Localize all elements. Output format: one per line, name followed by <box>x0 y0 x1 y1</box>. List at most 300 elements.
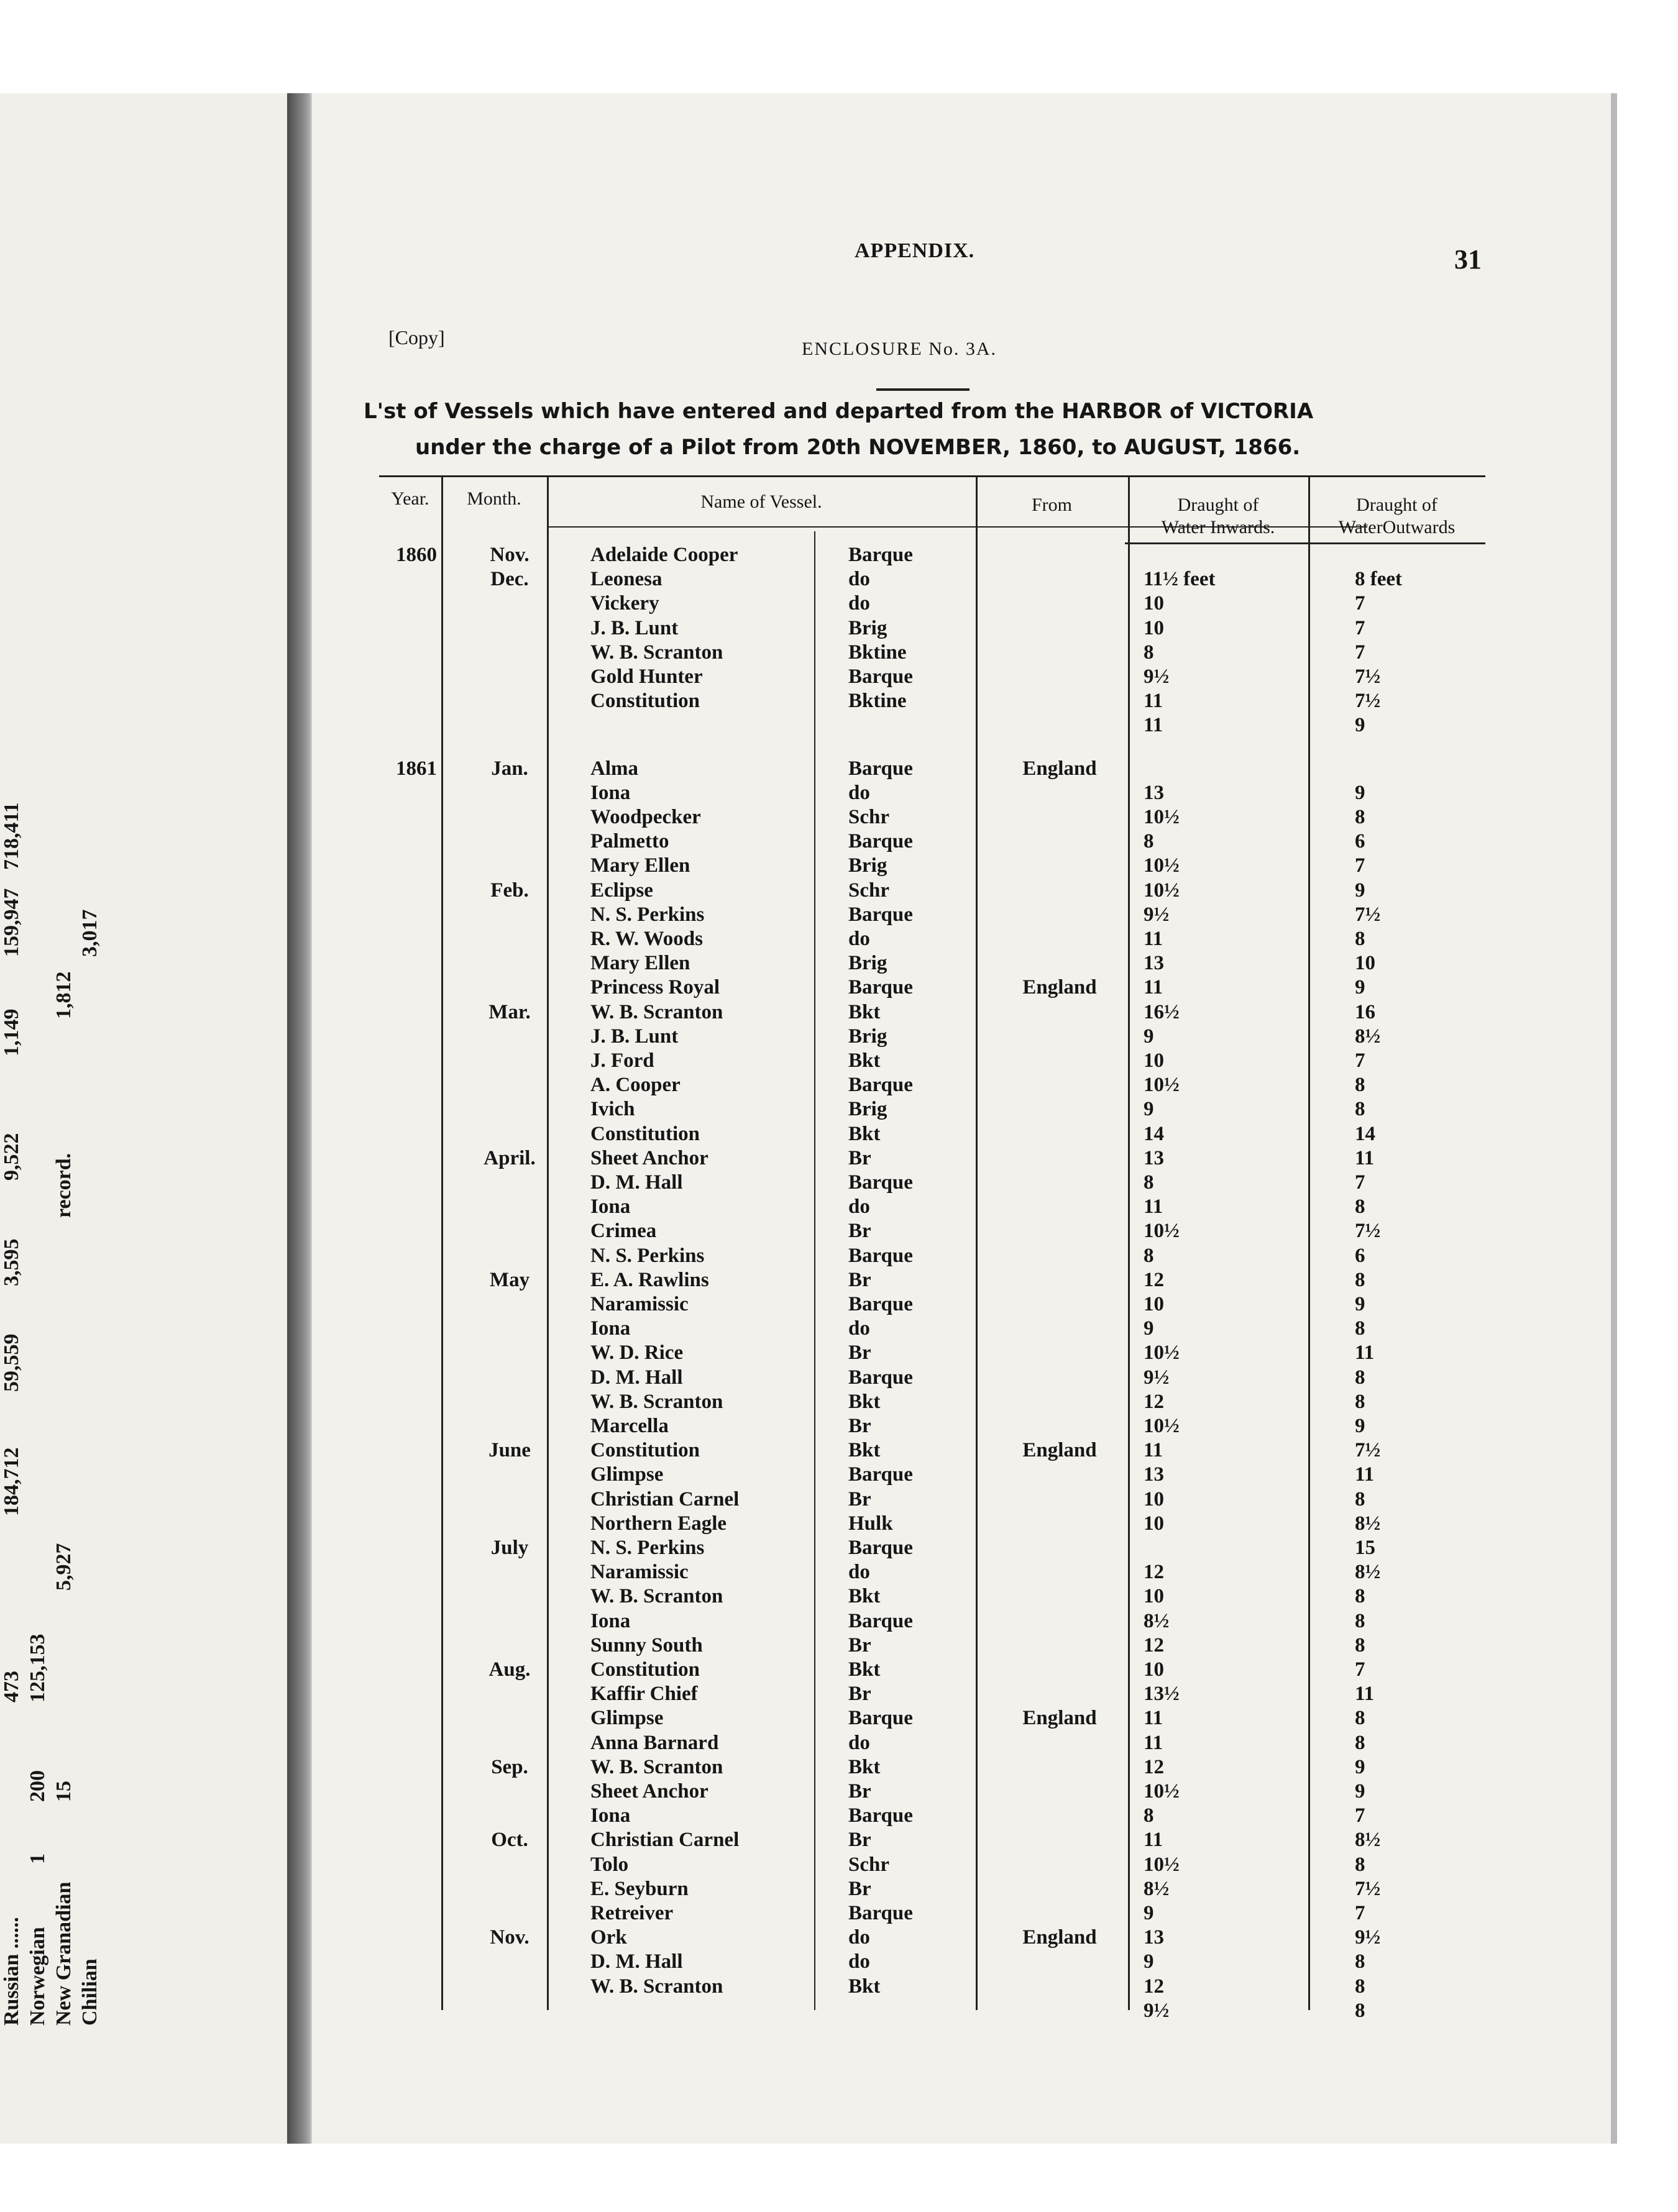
table-row <box>379 1732 1485 1755</box>
cell-name: J. B. Lunt <box>590 616 679 639</box>
facing-value: 125,153 <box>26 1634 49 1702</box>
cell-rig: Bkt <box>848 1049 881 1072</box>
cell-name: J. B. Lunt <box>590 1025 679 1048</box>
table-row <box>379 879 1485 903</box>
cell-rig: do <box>848 1950 870 1973</box>
table-row <box>379 1341 1485 1365</box>
cell-rig: Schr <box>848 1853 889 1876</box>
table-row <box>379 1025 1485 1049</box>
cell-from: England <box>1022 976 1097 999</box>
table-row <box>379 1610 1485 1634</box>
cell-name: Iona <box>590 1317 631 1340</box>
facing-label: New Granadian <box>52 1881 75 2026</box>
table-row <box>379 1585 1485 1609</box>
facing-value: 184,712 <box>0 1447 23 1516</box>
cell-name: Leonesa <box>590 568 662 591</box>
vessels-table <box>379 475 1485 2022</box>
cell-name: W. B. Scranton <box>590 641 723 664</box>
cell-year: 1861 <box>396 757 437 780</box>
table-row <box>379 1391 1485 1414</box>
cell-name: Glimpse <box>590 1463 664 1486</box>
cell-in: 11 <box>1144 1731 1163 1754</box>
cell-out: 7½ <box>1355 690 1381 713</box>
cell-name: Mary Ellen <box>590 854 690 877</box>
cell-in: 10½ <box>1144 1415 1180 1437</box>
cell-month: Oct. <box>491 1829 528 1852</box>
cell-name: Naramissic <box>590 1561 689 1584</box>
cell-year: 1860 <box>396 544 437 566</box>
cell-out: 8½ <box>1355 1829 1381 1852</box>
cell-in: 10 <box>1144 1512 1164 1535</box>
table-row <box>379 1804 1485 1828</box>
facing-value: 1,812 <box>52 971 75 1019</box>
cell-name: Constitution <box>590 1122 700 1145</box>
cell-in: 10 <box>1144 1293 1164 1315</box>
table-row <box>379 1975 1485 1999</box>
cell-out: 8 feet <box>1355 568 1403 591</box>
cell-rig: Br <box>848 1220 871 1243</box>
cell-in: 10 <box>1144 1658 1164 1681</box>
facing-label: Russian ...... <box>0 1917 23 2026</box>
facing-value: 1,149 <box>0 1008 23 1056</box>
cell-in: 11 <box>1144 690 1163 713</box>
cell-out: 9 <box>1355 1780 1365 1803</box>
facing-page <box>0 93 287 2144</box>
cell-rig: Br <box>848 1683 871 1706</box>
cell-out: 8 <box>1355 1390 1365 1413</box>
table-row <box>379 1123 1485 1146</box>
cell-name: Adelaide Cooper <box>590 544 738 566</box>
cell-rig: Bktine <box>848 690 907 713</box>
header-name: Name of Vessel. <box>700 491 822 512</box>
cell-rig: Br <box>848 1146 871 1169</box>
cell-rig: Barque <box>848 1804 913 1827</box>
table-row <box>379 568 1485 592</box>
cell-in: 10 <box>1144 616 1164 639</box>
cell-rig: Barque <box>848 1609 913 1632</box>
table-row <box>379 1074 1485 1097</box>
cell-name: Anna Barnard <box>590 1731 719 1754</box>
cell-in: 9 <box>1144 1025 1154 1048</box>
table-row <box>379 782 1485 805</box>
table-row <box>379 1098 1485 1122</box>
table-row <box>379 1902 1485 1926</box>
cell-out: 9 <box>1355 781 1365 804</box>
cell-in: 12 <box>1144 1561 1164 1584</box>
cell-rig: do <box>848 1317 870 1340</box>
table-row <box>379 1878 1485 1901</box>
cell-in: 8½ <box>1144 1877 1170 1900</box>
cell-month: Jan. <box>491 757 528 780</box>
title-rule <box>876 388 970 391</box>
table-row <box>379 1756 1485 1780</box>
cell-rig: Barque <box>848 1463 913 1486</box>
cell-in: 10½ <box>1144 1853 1180 1876</box>
cell-month: Nov. <box>490 1926 530 1949</box>
cell-in: 13½ <box>1144 1683 1180 1706</box>
cell-rig: do <box>848 592 870 615</box>
cell-month: Dec. <box>490 568 529 591</box>
cell-out: 14 <box>1355 1122 1375 1145</box>
title-line-2: under the charge of a Pilot from 20th NOVEMBER, 1860, to AUGUST, 1866. <box>415 435 1301 460</box>
cell-month: Nov. <box>490 544 530 566</box>
table-row <box>379 757 1485 781</box>
cell-in: 9½ <box>1144 903 1170 926</box>
facing-value: 159,947 <box>0 888 23 957</box>
cell-out: 7½ <box>1355 665 1381 688</box>
cell-name: Eclipse <box>590 879 653 902</box>
table-row <box>379 1658 1485 1682</box>
cell-name: W. D. Rice <box>590 1341 684 1364</box>
table-row <box>379 1366 1485 1390</box>
cell-name: Northern Eagle <box>590 1512 727 1535</box>
cell-out: 15 <box>1355 1537 1375 1559</box>
cell-name: N. S. Perkins <box>590 1537 705 1559</box>
copy-mark: [Copy] <box>388 326 445 349</box>
page-number: 31 <box>1454 244 1482 275</box>
header-draught-in-2: Water Inwards. <box>1161 517 1275 537</box>
table-row <box>379 544 1485 567</box>
cell-month: Sep. <box>491 1755 528 1778</box>
cell-out: 8 <box>1355 928 1365 950</box>
cell-rig: Br <box>848 1268 871 1291</box>
cell-name: E. Seyburn <box>590 1877 689 1900</box>
table-row <box>379 1269 1485 1292</box>
cell-in: 12 <box>1144 1755 1164 1778</box>
cell-rig: Br <box>848 1341 871 1364</box>
cell-month: Mar. <box>488 1000 531 1023</box>
cell-rig: Barque <box>848 1537 913 1559</box>
cell-rig: Barque <box>848 1707 913 1730</box>
cell-from: England <box>1022 1439 1097 1462</box>
cell-out: 8 <box>1355 1950 1365 1973</box>
cell-out: 9 <box>1355 1415 1365 1437</box>
cell-in: 11½ feet <box>1144 568 1216 591</box>
cell-out: 9 <box>1355 714 1365 737</box>
table-row <box>379 1512 1485 1536</box>
cell-out: 8 <box>1355 1366 1365 1389</box>
cell-rig: do <box>848 928 870 950</box>
cell-name: A. Cooper <box>590 1074 681 1097</box>
table-row <box>379 617 1485 641</box>
cell-out: 9 <box>1355 1293 1365 1315</box>
cell-in: 11 <box>1144 1829 1163 1852</box>
table-row <box>379 592 1485 616</box>
cell-rig: do <box>848 1195 870 1218</box>
cell-in: 10½ <box>1144 879 1180 902</box>
cell-rig: Bkt <box>848 1000 881 1023</box>
cell-out: 11 <box>1355 1683 1375 1706</box>
cell-in: 9 <box>1144 1317 1154 1340</box>
table-row <box>379 854 1485 878</box>
cell-name: Palmetto <box>590 830 669 853</box>
cell-rig: Bkt <box>848 1439 881 1462</box>
table-row <box>379 665 1485 689</box>
facing-value: 200 <box>26 1770 49 1802</box>
cell-in: 13 <box>1144 1146 1164 1169</box>
cell-out: 7 <box>1355 616 1365 639</box>
table-row <box>379 1707 1485 1730</box>
table-row <box>379 1171 1485 1195</box>
cell-from: England <box>1022 1926 1097 1949</box>
cell-name: Ivich <box>590 1098 635 1121</box>
cell-in: 12 <box>1144 1268 1164 1291</box>
cell-out: 7 <box>1355 1049 1365 1072</box>
facing-label: Chilian <box>78 1958 101 2026</box>
table-row <box>379 1245 1485 1268</box>
cell-in: 10½ <box>1144 806 1180 828</box>
cell-name: Iona <box>590 1804 631 1827</box>
cell-rig: Bkt <box>848 1390 881 1413</box>
cell-name: Constitution <box>590 690 700 713</box>
cell-in: 13 <box>1144 1463 1164 1486</box>
table-row <box>379 1780 1485 1804</box>
cell-name: Princess Royal <box>590 976 720 999</box>
cell-name: Gold Hunter <box>590 665 703 688</box>
table-row <box>379 1293 1485 1317</box>
cell-in: 11 <box>1144 1439 1163 1462</box>
cell-in: 9 <box>1144 1098 1154 1121</box>
cell-out: 8 <box>1355 1074 1365 1097</box>
cell-rig: Barque <box>848 757 913 780</box>
cell-out: 8 <box>1355 1999 1365 2022</box>
facing-page-rotated-table <box>0 802 112 2026</box>
cell-rig: do <box>848 1731 870 1754</box>
cell-out: 8 <box>1355 1195 1365 1218</box>
table-row <box>379 1049 1485 1073</box>
facing-value: 5,927 <box>52 1543 75 1591</box>
table-row <box>379 1463 1485 1487</box>
cell-in: 10½ <box>1144 1074 1180 1097</box>
cell-rig: Brig <box>848 854 887 877</box>
cell-in: 12 <box>1144 1975 1164 1998</box>
cell-rig: Barque <box>848 1074 913 1097</box>
cell-out: 11 <box>1355 1463 1375 1486</box>
cell-month: July <box>490 1537 529 1559</box>
cell-in: 10 <box>1144 592 1164 615</box>
cell-rig: Bktine <box>848 641 907 664</box>
cell-out: 8 <box>1355 1975 1365 1998</box>
cell-rig: Brig <box>848 1025 887 1048</box>
cell-month: May <box>489 1268 530 1291</box>
cell-name: Iona <box>590 1195 631 1218</box>
cell-in: 10½ <box>1144 1780 1180 1803</box>
cell-in: 8 <box>1144 1804 1154 1827</box>
cell-name: W. B. Scranton <box>590 1000 723 1023</box>
enclosure-heading: ENCLOSURE No. 3A. <box>802 339 997 359</box>
table-row <box>379 690 1485 713</box>
cell-rig: Barque <box>848 1366 913 1389</box>
cell-out: 11 <box>1355 1341 1375 1364</box>
table-row <box>379 830 1485 854</box>
cell-out: 7 <box>1355 1902 1365 1924</box>
cell-in: 13 <box>1144 781 1164 804</box>
cell-out: 7 <box>1355 1171 1365 1194</box>
table-row <box>379 1220 1485 1243</box>
facing-value: 9,522 <box>0 1133 23 1181</box>
table-row <box>379 1537 1485 1560</box>
cell-out: 7 <box>1355 854 1365 877</box>
cell-in: 11 <box>1144 1195 1163 1218</box>
cell-name: Sheet Anchor <box>590 1780 708 1803</box>
cell-rig: Barque <box>848 1171 913 1194</box>
cell-out: 9½ <box>1355 1926 1381 1949</box>
header-year: Year. <box>391 488 429 509</box>
table-row <box>379 1561 1485 1584</box>
cell-in: 10 <box>1144 1049 1164 1072</box>
cell-name: Vickery <box>590 592 659 615</box>
cell-month: Aug. <box>488 1658 531 1681</box>
table-row <box>379 976 1485 1000</box>
cell-name: W. B. Scranton <box>590 1975 723 1998</box>
cell-out: 7 <box>1355 1804 1365 1827</box>
cell-rig: Barque <box>848 544 913 566</box>
cell-in: 16½ <box>1144 1000 1180 1023</box>
facing-value: 59,559 <box>0 1333 23 1392</box>
cell-in: 9 <box>1144 1950 1154 1973</box>
cell-name: N. S. Perkins <box>590 1244 705 1267</box>
cell-rig: Bkt <box>848 1122 881 1145</box>
cell-name: Glimpse <box>590 1707 664 1730</box>
cell-out: 8 <box>1355 1268 1365 1291</box>
cell-in: 10½ <box>1144 1341 1180 1364</box>
cell-rig: Bkt <box>848 1755 881 1778</box>
cell-in: 13 <box>1144 952 1164 975</box>
table-row <box>379 928 1485 951</box>
cell-rig: Barque <box>848 1293 913 1315</box>
cell-out: 7½ <box>1355 1220 1381 1243</box>
table-row <box>379 1950 1485 1974</box>
cell-in: 8 <box>1144 830 1154 853</box>
cell-rig: Barque <box>848 903 913 926</box>
cell-in: 9½ <box>1144 1999 1170 2022</box>
table-row <box>379 714 1485 738</box>
cell-out: 8 <box>1355 1853 1365 1876</box>
cell-rig: Bkt <box>848 1658 881 1681</box>
cell-rig: Br <box>848 1415 871 1437</box>
cell-rig: Barque <box>848 830 913 853</box>
table-row <box>379 1853 1485 1877</box>
cell-in: 10½ <box>1144 854 1180 877</box>
cell-name: Woodpecker <box>590 806 701 828</box>
cell-name: Sheet Anchor <box>590 1146 708 1169</box>
cell-out: 8 <box>1355 1317 1365 1340</box>
cell-name: Iona <box>590 781 631 804</box>
cell-in: 10 <box>1144 1585 1164 1608</box>
table-row <box>379 1439 1485 1463</box>
cell-name: Sunny South <box>590 1634 703 1657</box>
cell-name: D. M. Hall <box>590 1950 683 1973</box>
cell-month: June <box>488 1439 531 1462</box>
cell-name: Constitution <box>590 1658 700 1681</box>
cell-from: England <box>1022 757 1097 780</box>
cell-rig: do <box>848 781 870 804</box>
cell-out: 8½ <box>1355 1512 1381 1535</box>
header-from: From <box>1031 495 1072 515</box>
cell-out: 9 <box>1355 976 1365 999</box>
cell-rig: Bkt <box>848 1585 881 1608</box>
cell-in: 10½ <box>1144 1220 1180 1243</box>
cell-in: 10 <box>1144 1488 1164 1510</box>
cell-month: Feb. <box>490 879 529 902</box>
cell-rig: Bkt <box>848 1975 881 1998</box>
table-row <box>379 1488 1485 1512</box>
facing-value: 3,017 <box>78 909 101 957</box>
header-draught-out-1: Draught of <box>1356 495 1437 515</box>
cell-out: 8 <box>1355 1609 1365 1632</box>
cell-rig: Barque <box>848 976 913 999</box>
running-head: APPENDIX. <box>855 239 975 262</box>
cell-in: 13 <box>1144 1926 1164 1949</box>
cell-name: W. B. Scranton <box>590 1390 723 1413</box>
cell-name: D. M. Hall <box>590 1171 683 1194</box>
cell-out: 7½ <box>1355 1439 1381 1462</box>
facing-value: 15 <box>52 1781 75 1802</box>
cell-in: 8 <box>1144 1171 1154 1194</box>
cell-out: 8 <box>1355 806 1365 828</box>
cell-in: 14 <box>1144 1122 1164 1145</box>
cell-out: 8 <box>1355 1488 1365 1510</box>
cell-out: 8 <box>1355 1707 1365 1730</box>
cell-in: 8 <box>1144 1244 1154 1267</box>
cell-rig: do <box>848 1561 870 1584</box>
facing-value: 473 <box>0 1671 23 1702</box>
cell-name: Marcella <box>590 1415 669 1437</box>
cell-out: 10 <box>1355 952 1375 975</box>
cell-name: W. B. Scranton <box>590 1585 723 1608</box>
cell-name: Constitution <box>590 1439 700 1462</box>
cell-in: 11 <box>1144 714 1163 737</box>
table-row <box>379 952 1485 976</box>
cell-out: 7 <box>1355 1658 1365 1681</box>
facing-label: Norwegian <box>26 1927 49 2026</box>
header-month: Month. <box>467 488 521 509</box>
cell-in: 9½ <box>1144 665 1170 688</box>
header-draught-in-1: Draught of <box>1177 495 1259 515</box>
cell-out: 8 <box>1355 1731 1365 1754</box>
cell-rig: Barque <box>848 1244 913 1267</box>
cell-rig: Br <box>848 1634 871 1657</box>
cell-name: Naramissic <box>590 1293 689 1315</box>
cell-from: England <box>1022 1707 1097 1730</box>
header-draught-out-2: WaterOutwards <box>1338 517 1456 537</box>
table-row <box>379 1634 1485 1658</box>
cell-name: Alma <box>590 757 638 780</box>
cell-name: N. S. Perkins <box>590 903 705 926</box>
cell-in: 8½ <box>1144 1609 1170 1632</box>
table-row <box>379 1147 1485 1171</box>
cell-rig: Br <box>848 1877 871 1900</box>
cell-rig: Br <box>848 1829 871 1852</box>
cell-name: Kaffir Chief <box>590 1683 698 1706</box>
cell-in: 11 <box>1144 928 1163 950</box>
cell-out: 11 <box>1355 1146 1375 1169</box>
cell-rig: Br <box>848 1488 871 1510</box>
cell-out: 6 <box>1355 1244 1365 1267</box>
cell-rig: Schr <box>848 879 889 902</box>
cell-in: 11 <box>1144 976 1163 999</box>
cell-rig: Barque <box>848 665 913 688</box>
facing-value: record. <box>52 1153 75 1218</box>
cell-out: 8½ <box>1355 1561 1381 1584</box>
cell-name: Iona <box>590 1609 631 1632</box>
cell-name: W. B. Scranton <box>590 1755 723 1778</box>
cell-out: 8½ <box>1355 1025 1381 1048</box>
cell-name: Crimea <box>590 1220 657 1243</box>
cell-rig: Brig <box>848 616 887 639</box>
cell-out: 9 <box>1355 879 1365 902</box>
cell-out: 7½ <box>1355 1877 1381 1900</box>
